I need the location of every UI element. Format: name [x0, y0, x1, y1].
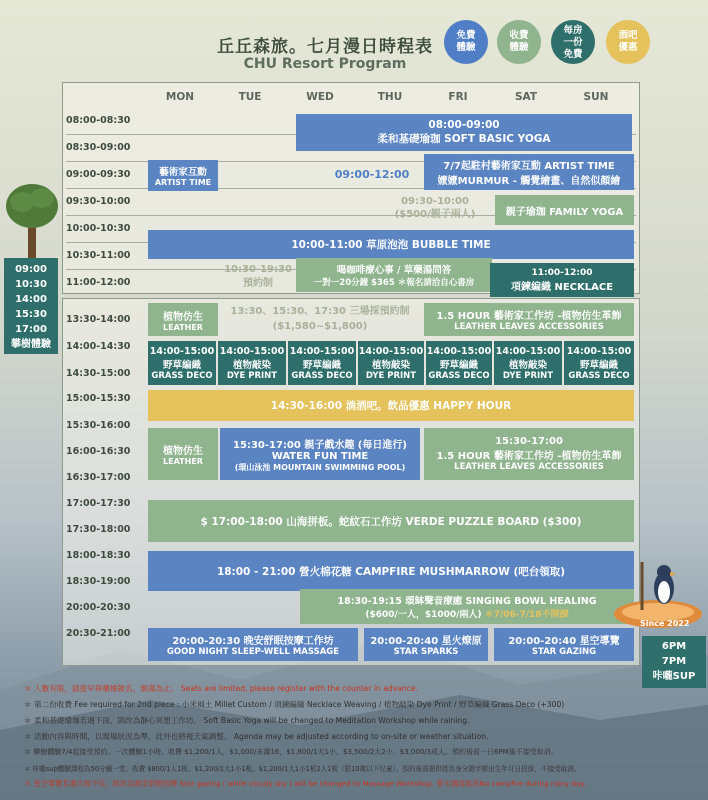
time-label: 14:30-15:00 [66, 368, 131, 379]
block-title: 項鍊編織 NECKLACE [510, 281, 614, 293]
block-note: ＊7/06-7/18不開課 [484, 610, 569, 620]
block-note: 13:30、15:30、17:30 三場採預約制 [230, 306, 410, 317]
leather-workshop-block [424, 303, 634, 336]
side-time: 10:30 [15, 279, 47, 290]
block-title: $ 17:00-18:00 山海拼板。蛇紋石工作坊 VERDE PUZZLE BOARD ($300) [200, 515, 582, 528]
block-title: 植物仿生 [163, 446, 203, 457]
side-time: 15:30 [15, 309, 47, 320]
time-label: 16:30-17:00 [66, 472, 131, 483]
block-title: 植物敲染 [508, 359, 547, 371]
block-subtitle: LEATHER LEAVES ACCESSORIES [454, 322, 604, 332]
workshop-mon [148, 341, 216, 385]
block-title: 喝咖啡療心事 / 草藥湯問答 [336, 265, 452, 276]
block-title: 18:00 - 21:00 營火棉花糖 CAMPFIRE MUSHMARROW (吧台領取) [216, 565, 566, 578]
day-header-thu: THU [377, 91, 403, 103]
block-time: 15:30-17:00 [495, 436, 563, 447]
day-header-fri: FRI [448, 91, 468, 103]
time-label: 13:30-14:00 [66, 314, 131, 325]
time-label: 20:30-21:00 [66, 628, 131, 639]
necklace-block [490, 263, 634, 297]
block-time: 14:00-15:00 [426, 345, 492, 357]
block-time: 14:00-15:00 [149, 345, 215, 357]
note-seats: ＊ 人數有限，請提早與櫃檯報名，額滿為止。 Seats are limited, please register with the counter in advance. [24, 684, 418, 693]
time-label: 16:00-16:30 [66, 446, 131, 457]
block-title: 10:00-11:00 草原泡泡 BUBBLE TIME [291, 239, 491, 251]
block-time: 14:00-15:00 [289, 345, 355, 357]
free-badge [444, 20, 488, 64]
badge-text: 酒吧 [618, 30, 638, 41]
workshop-wed [288, 341, 356, 385]
workshop-fri [426, 341, 492, 385]
block-title: 野草編織 [439, 359, 478, 371]
day-header-mon: MON [165, 91, 195, 103]
family-yoga-time [380, 195, 490, 221]
block-title: 1.5 HOUR 藝術家工作坊 -植物仿生革飾 [436, 311, 622, 322]
leather-reservation-note [220, 304, 420, 334]
badge-text: 免費 [456, 30, 476, 41]
artist-time-wed-label: 09:00-12:00 [334, 168, 410, 181]
time-label: 09:00-09:30 [66, 169, 131, 180]
badge-text: 優惠 [618, 42, 638, 53]
block-subtitle: STAR SPARKS [393, 647, 459, 657]
block-reservation: 預約制 [243, 278, 273, 289]
side-time: 6PM [661, 641, 687, 652]
workshop-sun [564, 341, 634, 385]
leather-mon-block [148, 303, 218, 336]
leather-mon-block-2 [148, 428, 218, 480]
day-header-sun: SUN [583, 91, 609, 103]
artist-time-block [424, 154, 634, 190]
block-time: 14:00-15:00 [495, 345, 561, 357]
day-header-sat: SAT [514, 91, 538, 103]
tree-climbing-panel [4, 258, 58, 354]
block-subtitle: LEATHER LEAVES ACCESSORIES [454, 462, 604, 472]
note-sup: ＊ 咔嚨sup體驗課程為50分鐘一堂。收費 $800/1人1板、$1,200/1大1小1板、$1,200/1大1小1板2人1板（限10歲以下兒童）。預約後需提供姓名身分證字號出生年月日投保，不接受取消。 [24, 765, 581, 773]
badge-text: 體驗 [456, 42, 476, 53]
note-yoga-rain: ＊ 柔和基礎瑜珈若遇下雨，則改為靜心冥想工作坊。 Soft Basic Yoga will be changed to Meditation Workshop while raining. [24, 716, 470, 725]
time-label: 14:00-14:30 [66, 341, 131, 352]
block-price: ($600/一人，$1000/兩人) [365, 610, 482, 620]
block-time: 08:00-09:00 [428, 119, 500, 131]
block-time: 14:00-15:00 [358, 345, 424, 357]
badge-text: 體驗 [509, 42, 529, 53]
block-title: 20:00-20:40 星火燎原 [370, 636, 482, 647]
tea-time-label [218, 263, 298, 291]
note-tree-climbing: ＊ 攀樹體驗7/4起接受預約。一次體驗1小時。收費 $1,200/1人，$1,000/未滿16，$1,800/1大1小、$3,500/2大2小、$3,000/3成人。預約後前一日6PM後不接受取消。 [24, 748, 558, 756]
block-title: 20:00-20:40 星空導覽 [508, 636, 620, 647]
block-price: ($1,580~$1,800) [272, 321, 368, 332]
block-subtitle: GOOD NIGHT SLEEP-WELL MASSAGE [166, 647, 340, 657]
time-label: 17:00-17:30 [66, 498, 131, 509]
block-price: ($500/親子兩人) [394, 209, 476, 220]
soft-yoga-block [296, 114, 632, 151]
massage-block [148, 628, 358, 661]
time-label: 11:00-12:00 [66, 277, 131, 288]
time-label: 15:00-15:30 [66, 393, 131, 404]
time-label: 10:30-11:00 [66, 250, 131, 261]
side-label: 攀樹體驗 [11, 339, 51, 350]
time-label: 15:30-16:00 [66, 420, 131, 431]
block-time: 14:00-15:00 [566, 345, 632, 357]
block-title: 18:30-19:15 頌缽聲音療癒 SINGING BOWL HEALING [337, 596, 597, 607]
block-title: 植物敲染 [371, 359, 410, 371]
water-fun-block [220, 428, 420, 480]
block-time: 11:00-12:00 [531, 267, 593, 278]
block-subtitle: DYE PRINT [365, 370, 417, 381]
block-title: 植物敲染 [232, 359, 271, 371]
star-sparks-block [364, 628, 488, 661]
leather-workshop-block-2 [424, 428, 634, 480]
happy-hour-block [148, 390, 634, 421]
block-title: 7/7起駐村藝術家互動 ARTIST TIME [443, 161, 615, 172]
time-label: 17:30-18:00 [66, 524, 131, 535]
block-subtitle: ARTIST TIME [154, 178, 212, 187]
badge-text: 收費 [509, 30, 529, 41]
side-time: 17:00 [15, 324, 47, 335]
block-location: (環山泳池 MOUNTAIN SWIMMING POOL) [234, 462, 406, 472]
side-time: 7PM [661, 656, 687, 667]
block-time: 10:30-19:30 [224, 264, 292, 275]
block-title: 野草編織 [579, 359, 618, 371]
day-header-wed: WED [306, 91, 334, 103]
block-price-row [365, 607, 568, 620]
bar-badge [606, 20, 650, 64]
block-title: 14:30-16:00 淌酒吧。飲品優惠 HAPPY HOUR [270, 400, 512, 412]
time-label: 09:30-10:00 [66, 196, 131, 207]
note-second-piece: ＊ 第二份收費 Fee required for 2nd piece : 小米風土 Millet Custom / 項鍊編織 Necklace Weaving / 植物敲染 Dye Print / 野草編織 Grass Deco (+300) [24, 700, 565, 709]
note-agenda: ＊ 活動內容與時間，以現場狀況為準，此外也將視天氣調整。 Agenda may be adjusted according to on-site or weather situation. [24, 732, 489, 741]
badge-text: 一份 [563, 37, 583, 48]
bubble-time-block [148, 230, 634, 259]
block-subtitle: GRASS DECO [568, 370, 630, 381]
side-time: 14:00 [15, 294, 47, 305]
block-subtitle: 一對一20分鐘 $365 ＊報名請洽自心書房 [313, 278, 475, 288]
block-time: 14:00-15:00 [219, 345, 285, 357]
tree-icon [4, 178, 60, 260]
day-header-tue: TUE [238, 91, 262, 103]
block-subtitle: 嬤嬤MURMUR - 觸覺繪畫、自然似顏繪 [437, 176, 621, 187]
time-label: 18:30-19:00 [66, 576, 131, 587]
badge-text: 免費 [563, 49, 583, 60]
time-label: 20:00-20:30 [66, 602, 131, 613]
family-yoga-block [495, 195, 634, 225]
block-time: 09:30-10:00 [401, 196, 469, 207]
block-title: 15:30-17:00 親子戲水趣 (每日進行) [233, 439, 407, 451]
side-label: 咔嚨SUP [652, 671, 696, 682]
workshop-sat [494, 341, 562, 385]
paid-badge [497, 20, 541, 64]
campfire-block [148, 551, 634, 591]
block-title: 20:00-20:30 晚安舒眠按摩工作坊 [172, 636, 334, 647]
block-title: 1.5 HOUR 藝術家工作坊 -植物仿生革飾 [436, 451, 622, 462]
block-subtitle: GRASS DECO [428, 370, 490, 381]
block-subtitle: DYE PRINT [226, 370, 278, 381]
block-subtitle: WATER FUN TIME [271, 450, 369, 462]
block-title: 野草編織 [162, 359, 201, 371]
time-label: 10:00-10:30 [66, 223, 131, 234]
since-label: Since 2022 [640, 619, 690, 628]
sup-panel [642, 636, 706, 688]
artist-time-mon-block [148, 160, 218, 191]
page-title: 丘丘森旅。七月漫日時程表 [217, 37, 433, 57]
puzzle-board-block [148, 500, 634, 542]
block-subtitle: DYE PRINT [502, 370, 554, 381]
block-title: 植物仿生 [163, 311, 203, 323]
note-star-gazing: ＊ 星空導覽若遇天候不佳，則改為晚安舒眠按摩 Star gazing ( while cloudy sky ) will be changed to Massage Workshop. 營火遇雨取消No campfire during rainy day. [24, 779, 586, 788]
time-label: 08:30-09:00 [66, 142, 131, 153]
block-title: 親子瑜珈 FAMILY YOGA [505, 206, 624, 218]
singing-bowl-block [300, 589, 634, 624]
per-room-badge [551, 20, 595, 64]
block-title: 藝術家互動 [159, 167, 207, 178]
block-title: 柔和基礎瑜珈 SOFT BASIC YOGA [377, 133, 551, 145]
block-subtitle: STAR GAZING [531, 647, 597, 657]
side-time: 09:00 [15, 264, 47, 275]
badge-text: 每房 [563, 25, 583, 36]
time-label: 08:00-08:30 [66, 115, 131, 126]
block-subtitle: LEATHER [163, 322, 203, 332]
workshop-thu [358, 341, 424, 385]
block-title: 野草編織 [302, 359, 341, 371]
time-label: 18:00-18:30 [66, 550, 131, 561]
workshop-tue [218, 341, 286, 385]
block-subtitle: GRASS DECO [291, 370, 353, 381]
coffee-tea-block [296, 258, 492, 292]
block-subtitle: LEATHER [163, 457, 203, 466]
block-subtitle: GRASS DECO [151, 370, 213, 381]
page-subtitle: CHU Resort Program [243, 56, 407, 72]
